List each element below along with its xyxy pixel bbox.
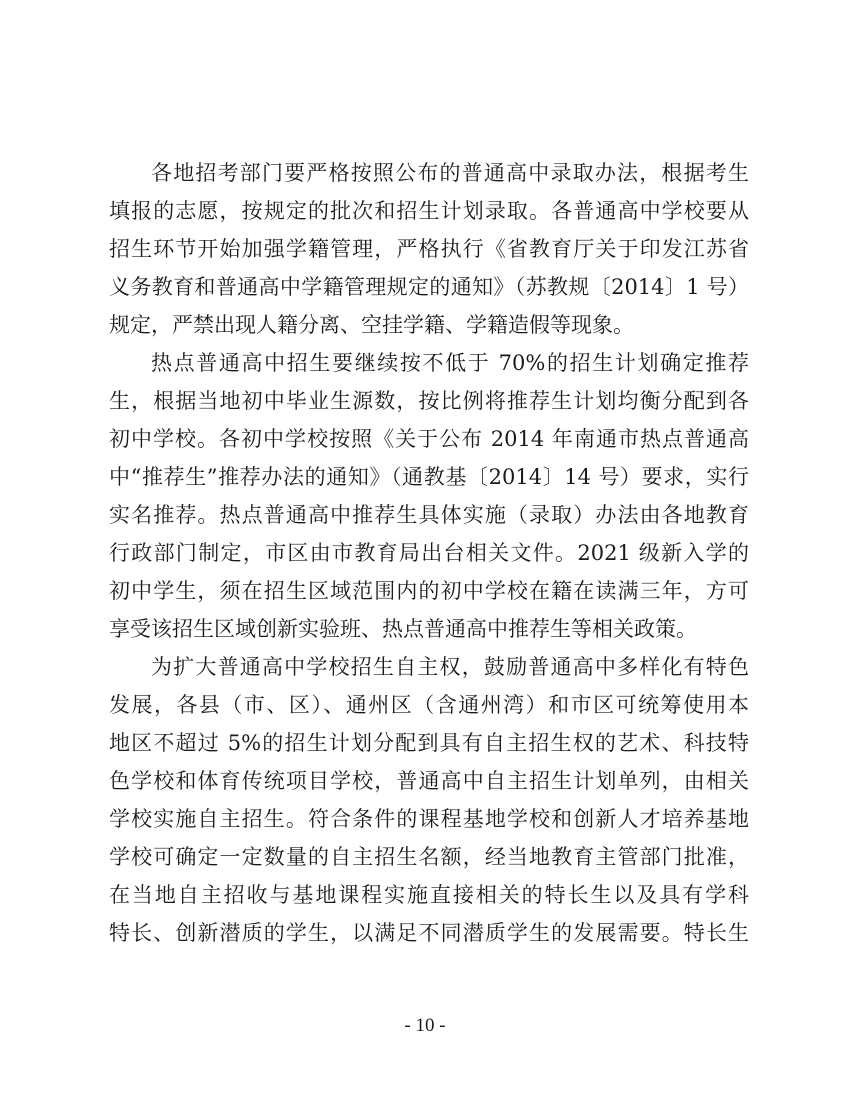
- paragraph-2-line-7: 初中学生，须在招生区域范围内的初中学校在籍在读满三年，方可: [109, 579, 749, 603]
- paragraph-3-line-3: 地区不超过 5%的招生计划分配到具有自主招生权的艺术、科技特: [109, 731, 749, 755]
- paragraph-3-line-7: 在当地自主招收与基地课程实施直接相关的特长生以及具有学科: [109, 883, 749, 907]
- paragraph-2-line-5: 实名推荐。热点普通高中推荐生具体实施（录取）办法由各地教育: [109, 503, 749, 527]
- paragraph-1-line-2: 填报的志愿，按规定的批次和招生计划录取。各普通高中学校要从: [109, 199, 749, 223]
- paragraph-2-line-8: 享受该招生区域创新实验班、热点普通高中推荐生等相关政策。: [109, 617, 697, 641]
- paragraph-1-line-5: 规定，严禁出现人籍分离、空挂学籍、学籍造假等现象。: [109, 313, 634, 337]
- paragraph-1-line-4: 义务教育和普通高中学籍管理规定的通知》（苏教规〔2014〕1 号）: [109, 275, 749, 299]
- paragraph-1-line-1: 各地招考部门要严格按照公布的普通高中录取办法，根据考生: [151, 161, 749, 185]
- paragraph-3-line-2: 发展，各县（市、区）、通州区（含通州湾）和市区可统筹使用本: [109, 693, 749, 717]
- paragraph-2-line-6: 行政部门制定，市区由市教育局出台相关文件。2021 级新入学的: [109, 541, 749, 565]
- paragraph-3-line-4: 色学校和体育传统项目学校，普通高中自主招生计划单列，由相关: [109, 769, 749, 793]
- paragraph-3-line-8: 特长、创新潜质的学生，以满足不同潜质学生的发展需要。特长生: [109, 921, 749, 945]
- paragraph-1-line-3: 招生环节开始加强学籍管理，严格执行《省教育厅关于印发江苏省: [109, 237, 749, 261]
- paragraph-2-line-2: 生，根据当地初中毕业生源数，按比例将推荐生计划均衡分配到各: [109, 389, 749, 413]
- paragraph-2-line-4: 中“推荐生”推荐办法的通知》（通教基〔2014〕14 号）要求，实行: [109, 465, 749, 489]
- paragraph-2-line-1: 热点普通高中招生要继续按不低于 70%的招生计划确定推荐: [151, 351, 749, 375]
- paragraph-3-line-5: 学校实施自主招生。符合条件的课程基地学校和创新人才培养基地: [109, 807, 749, 831]
- paragraph-3-line-1: 为扩大普通高中学校招生自主权，鼓励普通高中多样化有特色: [151, 655, 749, 679]
- paragraph-2-line-3: 初中学校。各初中学校按照《关于公布 2014 年南通市热点普通高: [109, 427, 749, 451]
- paragraph-3-line-6: 学校可确定一定数量的自主招生名额，经当地教育主管部门批准，: [109, 845, 749, 869]
- page-number: - 10 -: [404, 1015, 446, 1036]
